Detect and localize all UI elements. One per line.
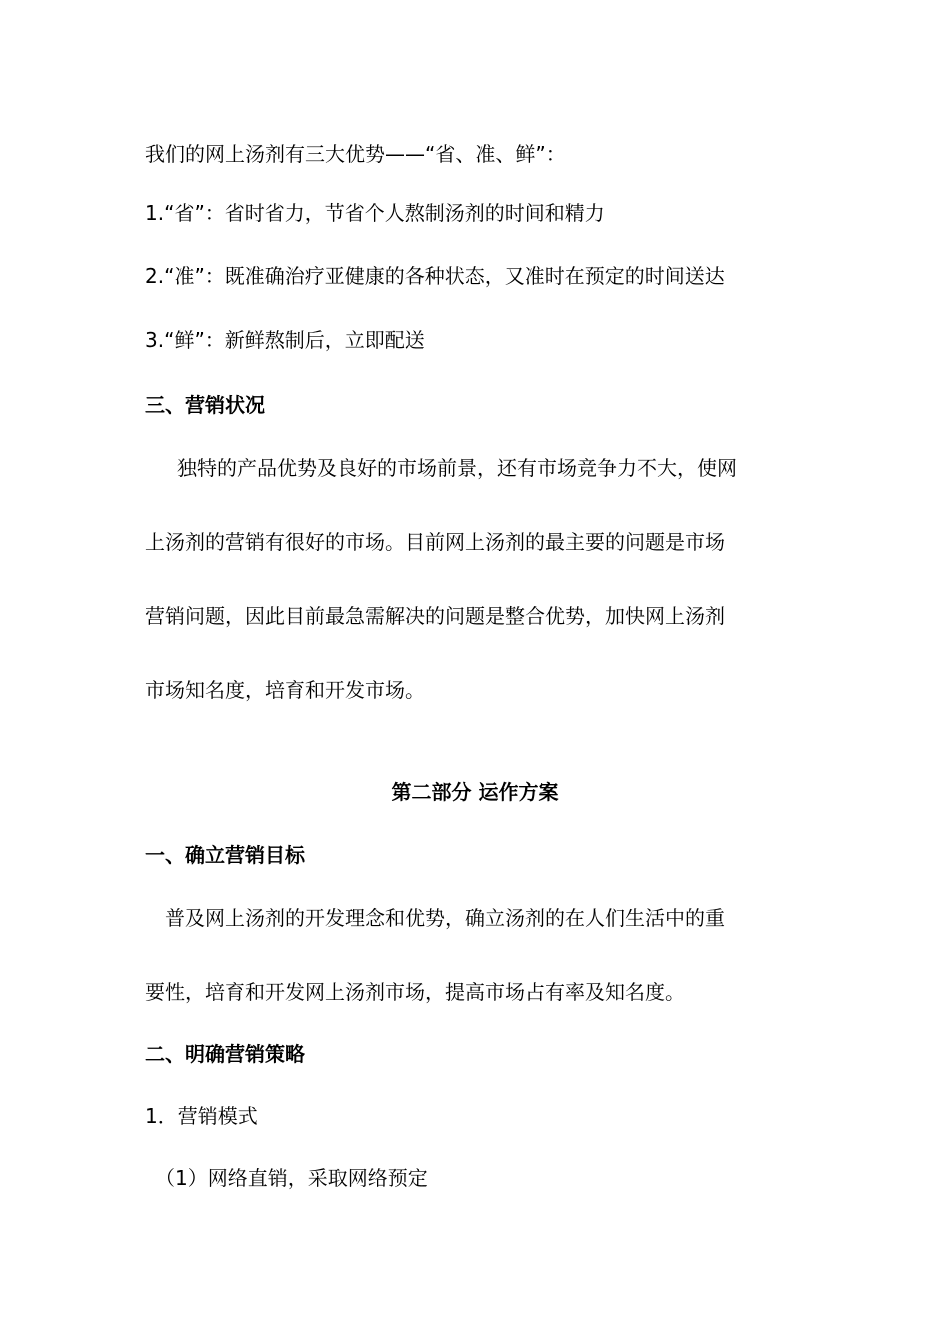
- paragraph-line: 市场知名度，培育和开发市场。: [145, 678, 425, 702]
- paragraph-line: 上汤剂的营销有很好的市场。目前网上汤剂的最主要的问题是市场: [145, 530, 725, 554]
- section-heading-marketing-strategy: 二、明确营销策略: [145, 1042, 305, 1066]
- paragraph-line: 要性，培育和开发网上汤剂市场，提高市场占有率及知名度。: [145, 980, 685, 1004]
- list-item: （1）网络直销，采取网络预定: [155, 1166, 428, 1190]
- advantages-intro: 我们的网上汤剂有三大优势——“省、准、鲜”：: [145, 142, 566, 166]
- paragraph-line: 普及网上汤剂的开发理念和优势，确立汤剂的在人们生活中的重: [165, 906, 725, 930]
- subheading-marketing-mode: 1．营销模式: [145, 1104, 258, 1128]
- part-title: 第二部分 运作方案: [391, 780, 559, 804]
- advantage-item-1: 1.“省”：省时省力，节省个人熬制汤剂的时间和精力: [145, 201, 605, 225]
- section-heading-marketing-status: 三、营销状况: [145, 393, 265, 417]
- advantage-item-3: 3.“鲜”：新鲜熬制后，立即配送: [145, 328, 425, 352]
- paragraph-line: 独特的产品优势及良好的市场前景，还有市场竞争力不大，使网: [177, 456, 737, 480]
- section-heading-marketing-goal: 一、确立营销目标: [145, 843, 305, 867]
- paragraph-line: 营销问题，因此目前最急需解决的问题是整合优势，加快网上汤剂: [145, 604, 725, 628]
- advantage-item-2: 2.“准”：既准确治疗亚健康的各种状态，又准时在预定的时间送达: [145, 264, 725, 288]
